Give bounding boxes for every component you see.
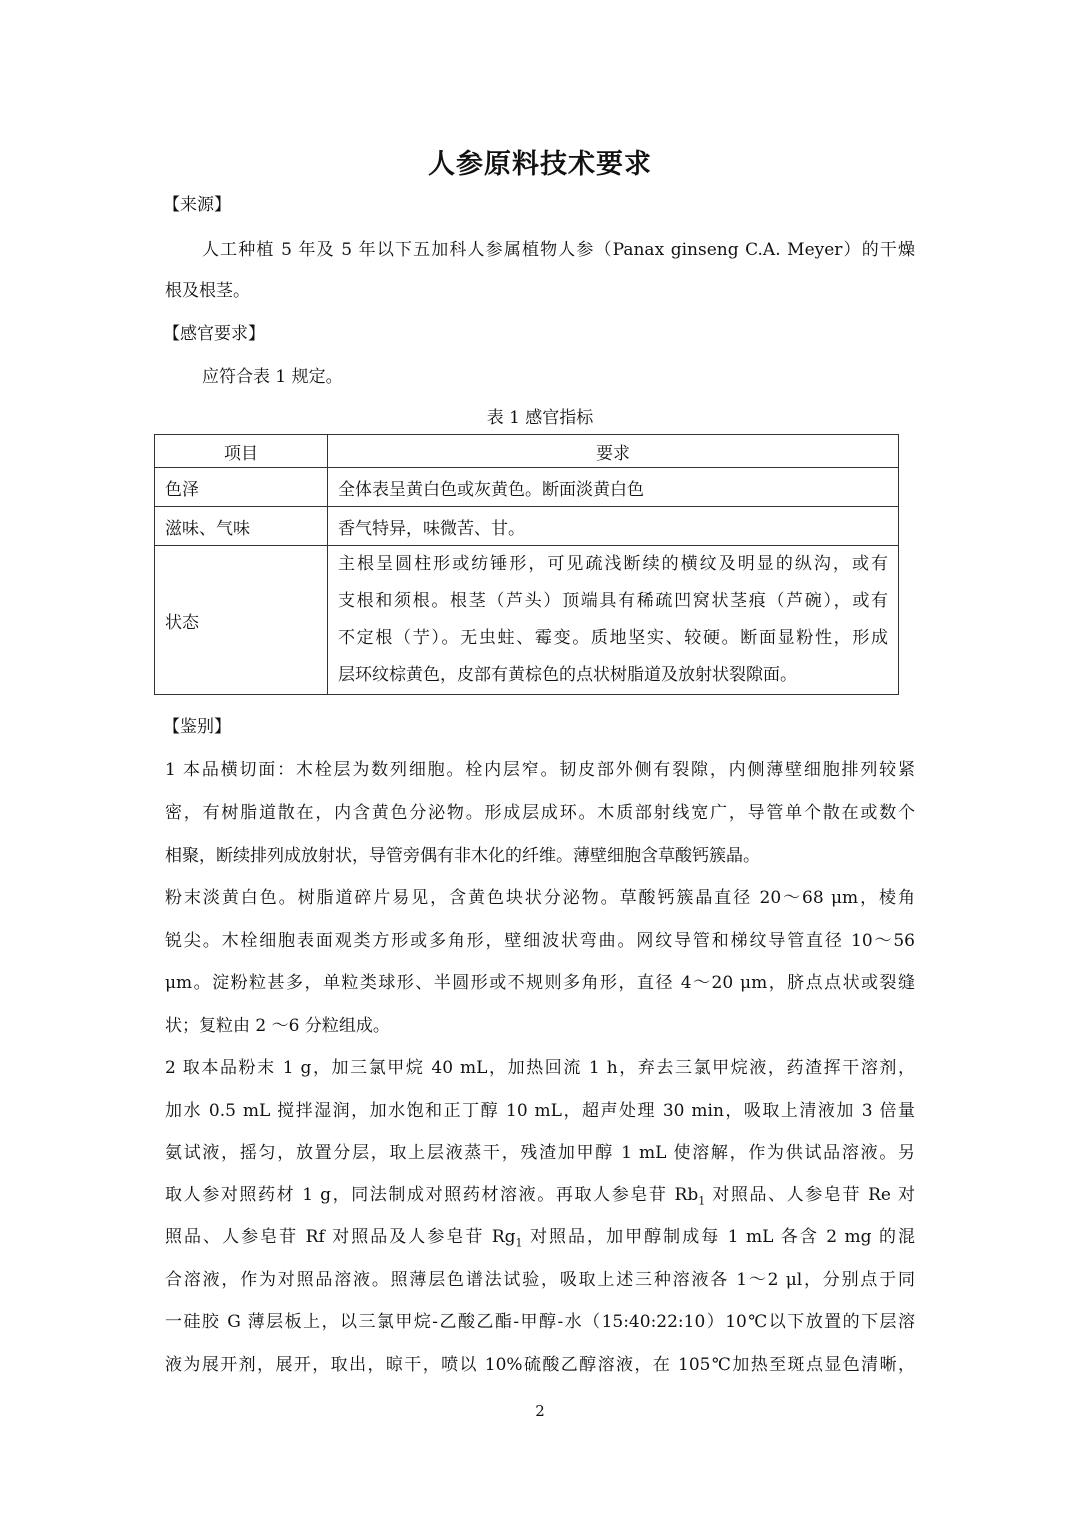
table-row [155, 546, 899, 695]
sensory-table [154, 434, 899, 695]
page-title: 人参原料技术要求 [428, 149, 652, 180]
table-cell-requirement: 香气特异，味微苦、甘。 [328, 507, 899, 546]
paragraph-line: 一硅胶 G 薄层板上，以三氯甲烷-乙酸乙酯-甲醇-水（15:40:22:10）10℃以下放置的下层溶 [165, 1312, 915, 1332]
section-heading-sensory: 【感官要求】 [163, 324, 265, 344]
paragraph-line: 锐尖。木栓细胞表面观类方形或多角形，壁细波状弯曲。网纹导管和梯纹导管直径 10～56 [165, 931, 915, 951]
table-header-requirement: 要求 [328, 435, 899, 468]
table-cell-item: 滋味、气味 [155, 507, 328, 546]
paragraph-line: 1 本品横切面：木栓层为数列细胞。栓内层窄。韧皮部外侧有裂隙，内侧薄壁细胞排列较紧 [165, 760, 915, 780]
table-cell-item: 状态 [155, 546, 328, 695]
paragraph-line: 状；复粒由 2 ～6 分粒组成。 [165, 1016, 390, 1036]
table-cell-requirement: 全体表呈黄白色或灰黄色。断面淡黄白色 [328, 468, 899, 507]
section-heading-identification: 【鉴别】 [163, 717, 231, 737]
text-run: 对照品，加甲醇制成每 1 mL 各含 2 mg 的混 [522, 1227, 915, 1247]
requirement-line: 主根呈圆柱形或纺锤形，可见疏浅断续的横纹及明显的纵沟，或有 [338, 554, 888, 574]
paragraph-line: 液为展开剂，展开，取出，晾干，喷以 10%硫酸乙醇溶液，在 105℃加热至斑点显色清晰， [165, 1355, 915, 1375]
section-heading-source: 【来源】 [163, 195, 231, 215]
table-row [155, 468, 899, 507]
table-header-row [155, 435, 899, 468]
paragraph-line [165, 1180, 915, 1207]
paragraph-line: 加水 0.5 mL 搅拌湿润，加水饱和正丁醇 10 mL，超声处理 30 min，吸取上清液加 3 倍量 [165, 1101, 915, 1121]
table-cell-requirement [328, 546, 899, 695]
table-header-item: 项目 [155, 435, 328, 468]
paragraph-line: 氨试液，摇匀，放置分层，取上层液蒸干，残渣加甲醇 1 mL 使溶解，作为供试品溶液。另 [165, 1143, 915, 1163]
paragraph-line: 2 取本品粉末 1 g，加三氯甲烷 40 mL，加热回流 1 h，弃去三氯甲烷液，药渣挥干溶剂， [165, 1058, 915, 1078]
source-text-line-2: 根及根茎。 [165, 281, 250, 301]
text-run: 取人参对照药材 1 g，同法制成对照药材溶液。再取人参皂苷 Rb [165, 1185, 699, 1205]
page-number: 2 [535, 1402, 545, 1420]
table-row [155, 507, 899, 546]
requirement-line: 支根和须根。根茎（芦头）顶端具有稀疏凹窝状茎痕（芦碗），或有 [338, 591, 888, 611]
paragraph-line: 粉末淡黄白色。树脂道碎片易见，含黄色块状分泌物。草酸钙簇晶直径 20～68 μm，棱角 [165, 888, 915, 908]
requirement-line: 层环纹棕黄色，皮部有黄棕色的点状树脂道及放射状裂隙面。 [338, 665, 797, 685]
table-caption: 表 1 感官指标 [486, 408, 594, 428]
sensory-note: 应符合表 1 规定。 [202, 367, 343, 387]
requirement-line: 不定根（艼）。无虫蛀、霉变。质地坚实、较硬。断面显粉性，形成 [338, 628, 888, 648]
subscript: 1 [698, 1194, 706, 1208]
text-run: 对照品、人参皂苷 Re 对 [705, 1185, 915, 1205]
subscript: 1 [515, 1236, 523, 1250]
paragraph-line [165, 1222, 915, 1249]
paragraph-line: 相聚，断续排列成放射状，导管旁偶有非木化的纤维。薄壁细胞含草酸钙簇晶。 [165, 846, 760, 866]
source-text-line-1: 人工种植 5 年及 5 年以下五加科人参属植物人参（Panax ginseng C.A. Meyer）的干燥 [202, 240, 915, 260]
paragraph-line: 合溶液，作为对照品溶液。照薄层色谱法试验，吸取上述三种溶液各 1～2 μl，分别点于同 [165, 1270, 915, 1290]
text-run: 照品、人参皂苷 Rf 对照品及人参皂苷 Rg [165, 1227, 516, 1247]
table-cell-item: 色泽 [155, 468, 328, 507]
paragraph-line: μm。淀粉粒甚多，单粒类球形、半圆形或不规则多角形，直径 4～20 μm，脐点点状或裂缝 [165, 973, 915, 993]
paragraph-line: 密，有树脂道散在，内含黄色分泌物。形成层成环。木质部射线宽广，导管单个散在或数个 [165, 803, 915, 823]
